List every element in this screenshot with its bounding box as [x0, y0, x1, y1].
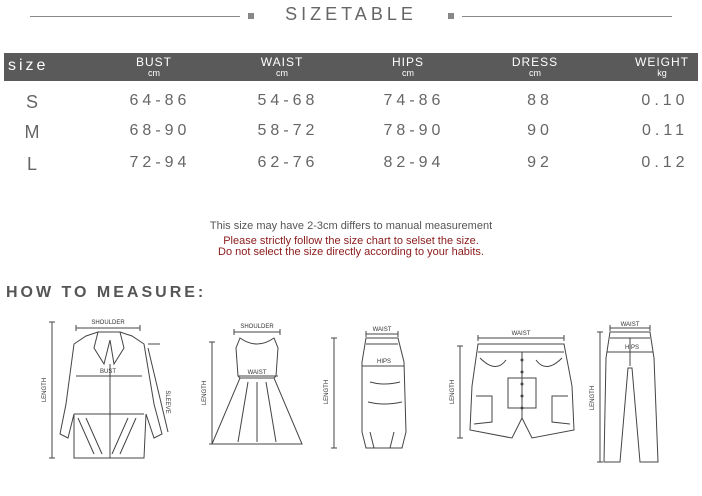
header-size: size: [8, 57, 49, 74]
skirt-figure: [322, 322, 422, 456]
pants-waist-label: WAIST: [620, 322, 640, 328]
table-row: [0, 92, 702, 116]
header-waist-label: WAIST: [260, 55, 304, 69]
skirt-hips-label: HIPS: [376, 359, 392, 365]
jacket-shoulder-label: SHOULDER: [91, 320, 125, 326]
jacket-bust-label: BUST: [99, 369, 117, 375]
cell-weight: 0.11: [642, 122, 688, 139]
header-bust: [114, 53, 194, 81]
shorts-waist-label: WAIST: [511, 331, 531, 337]
cell-size: M: [24, 122, 40, 142]
header-dress: [495, 53, 575, 81]
header-hips-label: HIPS: [391, 55, 424, 69]
header-dress-unit: cm: [529, 68, 541, 78]
cell-dress: 90: [527, 122, 553, 139]
cell-bust: 72-94: [129, 154, 191, 171]
cell-waist: 58-72: [257, 122, 319, 139]
note-warning-1: Please strictly follow the size chart to selset the size.: [223, 235, 479, 247]
table-row: [0, 154, 702, 178]
header-bust-unit: cm: [148, 68, 160, 78]
pants-hips-label: HIPS: [624, 345, 640, 351]
header-waist-unit: cm: [276, 68, 288, 78]
title-right-dot: [448, 13, 454, 19]
jacket-length-label: LENGTH: [42, 377, 48, 403]
shorts-length-label: LENGTH: [450, 379, 456, 405]
how-to-measure-heading: HOW TO MEASURE:: [6, 284, 207, 301]
header-weight-label: WEIGHT: [635, 55, 689, 69]
dress-shoulder-label: SHOULDER: [240, 324, 274, 330]
cell-size: S: [25, 92, 38, 112]
page-title: SIZETABLE: [285, 4, 417, 24]
title-right-rule: [462, 16, 672, 17]
pants-figure: [588, 318, 668, 468]
cell-hips: 74-86: [383, 92, 445, 109]
header-weight-unit: kg: [657, 68, 667, 78]
dress-figure: [198, 318, 310, 454]
table-row: [0, 122, 702, 146]
note-warning-2: Do not select the size directly according to your habits.: [218, 246, 484, 258]
cell-bust: 68-90: [129, 122, 191, 139]
cell-size: L: [26, 154, 37, 174]
header-hips: [368, 53, 448, 81]
cell-dress: 92: [527, 154, 553, 171]
jacket-figure: [36, 314, 176, 466]
size-table-header: [4, 53, 698, 81]
header-hips-unit: cm: [402, 68, 414, 78]
jacket-sleeve-label: SLEEVE: [164, 390, 170, 414]
dress-waist-label: WAIST: [247, 370, 267, 376]
cell-hips: 82-94: [383, 154, 445, 171]
cell-waist: 62-76: [257, 154, 319, 171]
header-weight: [622, 53, 702, 81]
cell-waist: 54-68: [257, 92, 319, 109]
cell-dress: 88: [527, 92, 553, 109]
note-tolerance: This size may have 2-3cm differs to manual measurement: [209, 220, 493, 232]
cell-hips: 78-90: [383, 122, 445, 139]
header-bust-label: BUST: [135, 55, 172, 69]
cell-weight: 0.10: [641, 92, 689, 109]
cell-bust: 64-86: [129, 92, 191, 109]
cell-weight: 0.12: [641, 154, 689, 171]
skirt-waist-label: WAIST: [372, 327, 392, 333]
header-dress-label: DRESS: [511, 55, 559, 69]
shorts-figure: [446, 326, 580, 446]
pants-length-label: LENGTH: [590, 385, 596, 411]
header-waist: [242, 53, 322, 81]
skirt-length-label: LENGTH: [324, 379, 330, 405]
dress-length-label: LENGTH: [202, 380, 208, 406]
